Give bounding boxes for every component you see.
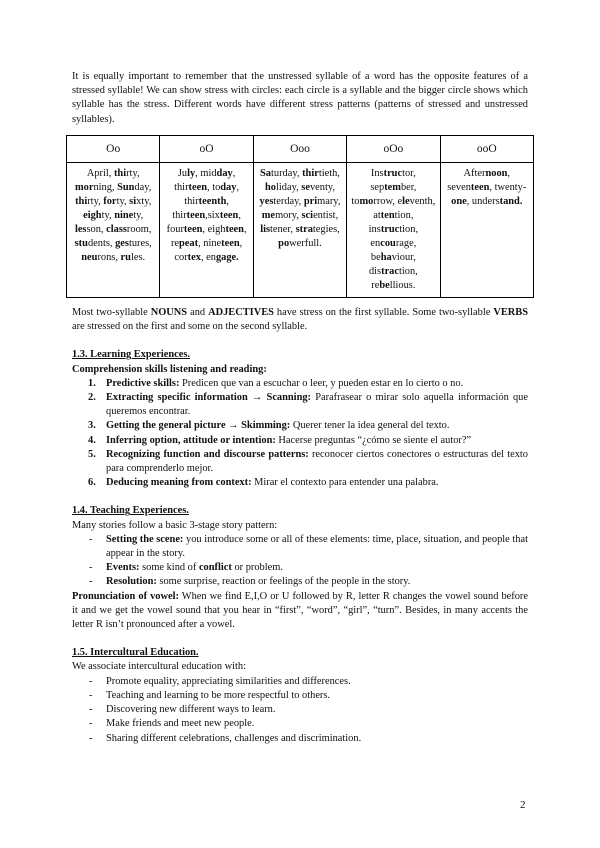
item-number: 6. [88, 477, 96, 489]
text-segment: , seven [447, 168, 511, 194]
bold-segment: cou [380, 238, 396, 250]
bold-segment: tand. [499, 196, 523, 208]
item-text: Parafrasear o mirar solo aquella información que queremos encontrar. [106, 392, 528, 418]
bold-segment: me [261, 210, 276, 222]
list-item [72, 717, 528, 731]
item-text: Teaching and learning to be more respectful to others. [106, 689, 331, 701]
section-heading-teaching: 1.4. Teaching Experiences. [72, 505, 189, 517]
text-segment: Ju [177, 168, 188, 180]
text-segment: some surprise, reaction or feelings of the people in the story. [156, 576, 411, 588]
bold-segment: noon [485, 168, 508, 180]
item-label: Deducing meaning from context: [106, 477, 252, 489]
dash-bullet: - [89, 533, 93, 545]
item-text [106, 534, 528, 559]
text-segment: tion, ins [368, 210, 414, 236]
item-text: Promote equality, appreciating similarities and differences. [106, 675, 351, 687]
list-item [72, 732, 528, 746]
bold-segment: mo [359, 196, 374, 208]
item-label: Extracting specific information → Scanning: [106, 392, 312, 404]
bold-segment: ten [380, 210, 395, 222]
bold-segment: for [103, 196, 117, 208]
text-segment: tegies, [312, 224, 340, 236]
item-number: 4. [88, 434, 96, 446]
text-segment: have stress on the first syllable. Some two-syllable [273, 307, 494, 319]
text-segment: terday, [273, 196, 304, 208]
list-item [72, 675, 528, 689]
text-segment: , en [200, 252, 216, 264]
text-segment: ty, [133, 210, 144, 222]
text-segment: mory, [275, 210, 302, 222]
bold-segment: Resolution: [106, 576, 157, 588]
text-segment: When we find E,I,O or U followed by R, letter R changes the vowel sound before it and we get the vowel sound that you hear in “first”, “word”, “girl”, “turn”. Besides, in many accents the letter R isn’t pronounced after a vowel. [72, 590, 528, 631]
text-segment: day, [134, 182, 152, 194]
header-cell: Oo [67, 135, 160, 162]
text-segment: , nine [198, 238, 222, 250]
text-segment: Ins [370, 168, 384, 180]
text-segment: , cor [174, 238, 243, 264]
text-segment: ber, to [351, 182, 417, 208]
bold-segment: teen [183, 224, 203, 236]
bold-segment: teen [219, 210, 239, 222]
text-segment: , [108, 168, 114, 180]
bold-segment: teen [225, 224, 244, 236]
list-item [72, 575, 528, 589]
page-content [72, 70, 528, 746]
bold-segment: teen [188, 182, 207, 194]
stress-pattern-table [66, 135, 534, 298]
text-segment: ty, [101, 210, 115, 222]
intro-paragraph: It is equally important to remember that the unstressed syllable of a word has the opposite features of a stressed syllable! We can show stress with circles: each circle is a syllable and the bigger circle shows which syllable has the stress. Different words have different stress patterns (patterns of stressed and unstressed syllables). [72, 71, 528, 125]
bold-segment: teen [470, 182, 490, 194]
text-segment: , twenty- [489, 182, 527, 194]
item-text [106, 562, 283, 573]
header-cell: oOo [347, 135, 440, 162]
text-segment: entist, [313, 210, 339, 222]
bold-segment: VERBS [493, 307, 528, 319]
item-label: Inferring option, attitude or intention: [106, 434, 276, 446]
text-segment: rage, be [370, 238, 417, 264]
item-label: Recognizing function and discourse patterns: [106, 448, 309, 460]
bold-segment: truc [380, 224, 400, 236]
item-text: Querer tener la idea general del texto. [290, 420, 450, 432]
table-row [67, 163, 534, 298]
text-segment: , thir [174, 168, 236, 194]
bold-segment: mor [74, 182, 94, 194]
syllable-stress-note [72, 306, 528, 334]
bold-segment: le [402, 196, 410, 208]
item-text: Mirar el contexto para entender una palabra. [251, 477, 439, 489]
bold-segment: gage. [215, 252, 239, 264]
bold-segment: ru [120, 252, 131, 264]
bold-segment: les [74, 224, 87, 236]
text-segment: , unders [466, 196, 500, 208]
text-segment: son, [86, 224, 107, 236]
bold-segment: truc [383, 168, 403, 180]
text-segment: , thir [184, 182, 240, 208]
text-segment: tion, re [371, 266, 418, 292]
header-cell: Ooo [253, 135, 346, 162]
item-text: Make friends and meet new people. [106, 718, 255, 730]
text-segment: dents, [87, 238, 116, 250]
item-text: Predicen que van a escuchar o leer, y pueden estar en lo cierto o no. [179, 377, 464, 389]
dash-bullet: - [89, 689, 93, 701]
text-segment: After [463, 168, 486, 180]
bold-segment: one [451, 196, 467, 208]
section-heading-learning: 1.3. Learning Experiences. [72, 349, 191, 361]
text-segment: mary, [317, 196, 341, 208]
bold-segment: teenth [198, 196, 227, 208]
item-text: reconocer ciertos conectores o estructuras del texto para comprenderlo mejor. [106, 448, 528, 475]
item-number: 2. [88, 392, 96, 404]
text-segment: viour, dis [368, 252, 416, 278]
bold-segment: Sun [117, 182, 135, 194]
text-segment: werfull. [289, 238, 322, 250]
bold-segment: Pronunciation of vowel: [72, 590, 179, 602]
bold-segment: ho [265, 182, 276, 194]
bold-segment: po [278, 238, 290, 250]
bold-segment: se [301, 182, 310, 194]
bold-segment: NOUNS [150, 307, 188, 319]
list-item [72, 448, 528, 476]
dash-bullet: - [89, 718, 93, 730]
bold-segment: class [106, 224, 127, 236]
list-item [72, 533, 528, 561]
text-segment: , four [166, 210, 241, 236]
item-number: 3. [88, 420, 96, 432]
bold-segment: stra [295, 224, 313, 236]
bold-segment: teen [221, 238, 240, 250]
item-text: Sharing different celebrations, challenges and discrimination. [106, 732, 362, 744]
text-segment: are stressed on the first and some on the second syllable. [72, 321, 308, 333]
words-cell [160, 163, 253, 298]
bold-segment: nine [114, 210, 134, 222]
bold-segment: ges [115, 238, 129, 250]
list-item [72, 434, 528, 448]
comprehension-subheading: Comprehension skills listening and reading: [72, 363, 267, 375]
words-cell [67, 163, 160, 298]
text-segment: rons, [97, 252, 121, 264]
bold-segment: sci [301, 210, 314, 222]
intercultural-list [72, 675, 528, 746]
text-segment: tor, sep [370, 168, 416, 194]
bold-segment: si [129, 196, 137, 208]
text-segment: , to [207, 182, 221, 194]
bold-segment: Sa [260, 168, 272, 180]
text-segment: venty, [309, 182, 335, 194]
text-segment: rrow, e [373, 196, 403, 208]
table-header-row [67, 135, 534, 162]
bold-segment: conflict [198, 562, 232, 574]
bold-segment: lis [260, 224, 271, 236]
words-cell [347, 163, 440, 298]
intercultural-intro: We associate intercultural education with: [72, 661, 247, 673]
pronunciation-paragraph [72, 590, 528, 633]
bold-segment: tem [384, 182, 401, 194]
text-segment: tieth, [318, 168, 340, 180]
bold-segment: thir [302, 168, 319, 180]
bold-segment: pri [303, 196, 318, 208]
dash-bullet: - [89, 704, 93, 716]
story-stages-list [72, 533, 528, 590]
story-pattern-intro: Many stories follow a basic 3-stage story pattern: [72, 519, 278, 531]
text-segment: ning, [93, 182, 118, 194]
text-segment: xty, [136, 196, 152, 208]
dash-bullet: - [89, 562, 93, 574]
item-label: Getting the general picture → Skimming: [106, 420, 291, 432]
text-segment: rty, [126, 168, 140, 180]
dash-bullet: - [89, 576, 93, 588]
text-segment: tures, [128, 238, 152, 250]
text-segment: ,six [205, 210, 220, 222]
bold-segment: trac [381, 266, 399, 278]
text-segment: llious. [389, 280, 416, 292]
section-heading-intercultural: 1.5. Intercultural Education. [72, 647, 199, 659]
text-segment: Most two-syllable [72, 307, 151, 319]
bold-segment: peat [179, 238, 199, 250]
comprehension-skills-list [72, 377, 528, 491]
text-segment: venth, at [373, 196, 436, 222]
bold-segment: stu [74, 238, 88, 250]
dash-bullet: - [89, 675, 93, 687]
list-item [72, 377, 528, 391]
bold-segment: eigh [83, 210, 102, 222]
text-segment: turday, [271, 168, 303, 180]
bold-segment: ly [187, 168, 196, 180]
bold-segment: yes [259, 196, 274, 208]
list-item [72, 476, 528, 490]
item-text [106, 576, 410, 587]
text-segment: ty, [116, 196, 130, 208]
text-segment: rty, [87, 196, 104, 208]
text-segment: room, [126, 224, 152, 236]
item-number: 5. [88, 448, 96, 460]
header-cell: oO [160, 135, 253, 162]
words-cell [253, 163, 346, 298]
bold-segment: Setting the scene: [106, 533, 184, 545]
bold-segment: ha [380, 252, 392, 264]
bold-segment: day [216, 168, 233, 180]
bold-segment: tex [187, 252, 201, 264]
text-segment: some kind of [139, 562, 199, 574]
text-segment: , mid [195, 168, 217, 180]
header-cell: ooO [440, 135, 533, 162]
text-segment: , thir [172, 196, 229, 222]
bold-segment: thi [113, 168, 127, 180]
list-item [72, 703, 528, 717]
text-segment: April [86, 168, 109, 180]
dash-bullet: - [89, 732, 93, 744]
bold-segment: neu [81, 252, 98, 264]
text-segment: tion, en [370, 224, 419, 250]
bold-segment: day [220, 182, 237, 194]
item-number: 1. [88, 377, 96, 389]
item-label: Predictive skills: [106, 377, 180, 389]
item-text: Discovering new different ways to learn. [106, 704, 276, 716]
text-segment: les. [130, 252, 146, 264]
page-number: 2 [520, 799, 526, 811]
words-cell [440, 163, 533, 298]
bold-segment: Events: [106, 562, 140, 574]
text-segment: , re [170, 224, 247, 250]
text-segment: you introduce some or all of these elements: time, place, situation, and people that appear in the story. [106, 533, 528, 560]
list-item [72, 561, 528, 575]
text-segment: or problem. [231, 562, 283, 574]
text-segment: , eigh [202, 224, 226, 236]
text-segment: and [187, 307, 209, 319]
bold-segment: ADJECTIVES [208, 307, 274, 319]
bold-segment: be [379, 280, 390, 292]
bold-segment: thi [75, 196, 88, 208]
text-segment: liday, [275, 182, 302, 194]
item-text: Hacerse preguntas “¿cómo se siente el autor?” [275, 434, 472, 446]
text-segment: tener, [270, 224, 296, 236]
list-item [72, 391, 528, 419]
bold-segment: teen [186, 210, 206, 222]
list-item [72, 419, 528, 433]
list-item [72, 689, 528, 703]
